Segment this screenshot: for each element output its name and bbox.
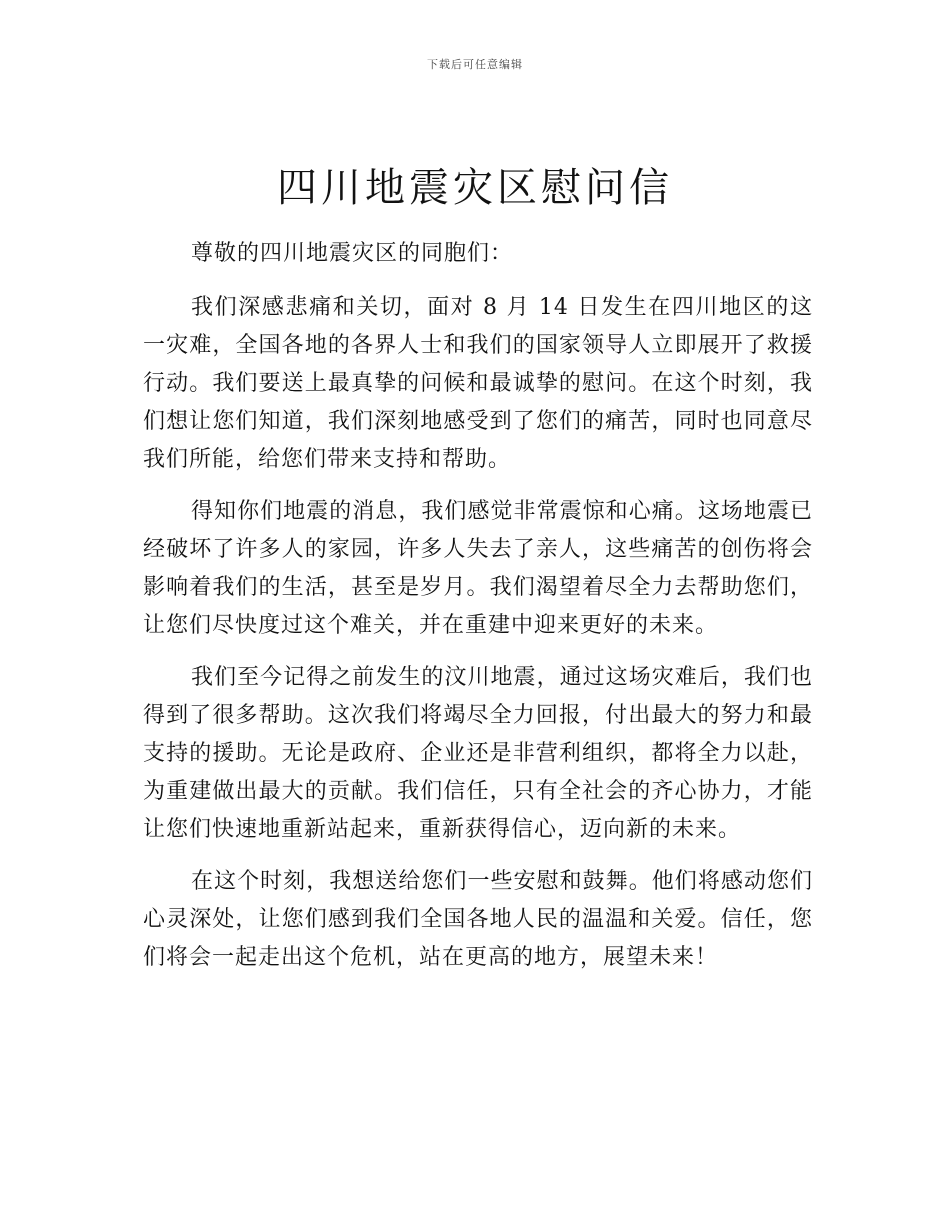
header-note: 下载后可任意编辑	[427, 58, 523, 71]
paragraph-4: 在这个时刻，我想送给您们一些安慰和鼓舞。他们将感动您们心灵深处，让您们感到我们全国各地人民的温温和关爱。信任，您们将会一起走出这个危机，站在更高的地方，展望未来！	[143, 869, 813, 970]
paragraph-1: 我们深感悲痛和关切，面对 8 月 14 日发生在四川地区的这一灾难，全国各地的各界人士和我们的国家领导人立即展开了救援行动。我们要送上最真挚的问候和最诚挚的慰问。在这个时刻，我们想让您们知道，我们深刻地感受到了您们的痛苦，同时也同意尽我们所能，给您们带来支持和帮助。	[143, 295, 813, 472]
salutation: 尊敬的四川地震灾区的同胞们：	[191, 241, 514, 266]
document-title: 四川地震灾区慰问信	[277, 165, 673, 211]
paragraph-2: 得知你们地震的消息，我们感觉非常震惊和心痛。这场地震已经破坏了许多人的家园，许多人失去了亲人，这些痛苦的创伤将会影响着我们的生活，甚至是岁月。我们渴望着尽全力去帮助您们，让您们尽快度过这个难关，并在重建中迎来更好的未来。	[143, 499, 813, 638]
letter-body	[143, 232, 813, 991]
paragraph-3: 我们至今记得之前发生的汶川地震，通过这场灾难后，我们也得到了很多帮助。这次我们将竭尽全力回报，付出最大的努力和最支持的援助。无论是政府、企业还是非营利组织，都将全力以赴，为重建做出最大的贡献。我们信任，只有全社会的齐心协力，才能让您们快速地重新站起来，重新获得信心，迈向新的未来。	[143, 665, 813, 842]
